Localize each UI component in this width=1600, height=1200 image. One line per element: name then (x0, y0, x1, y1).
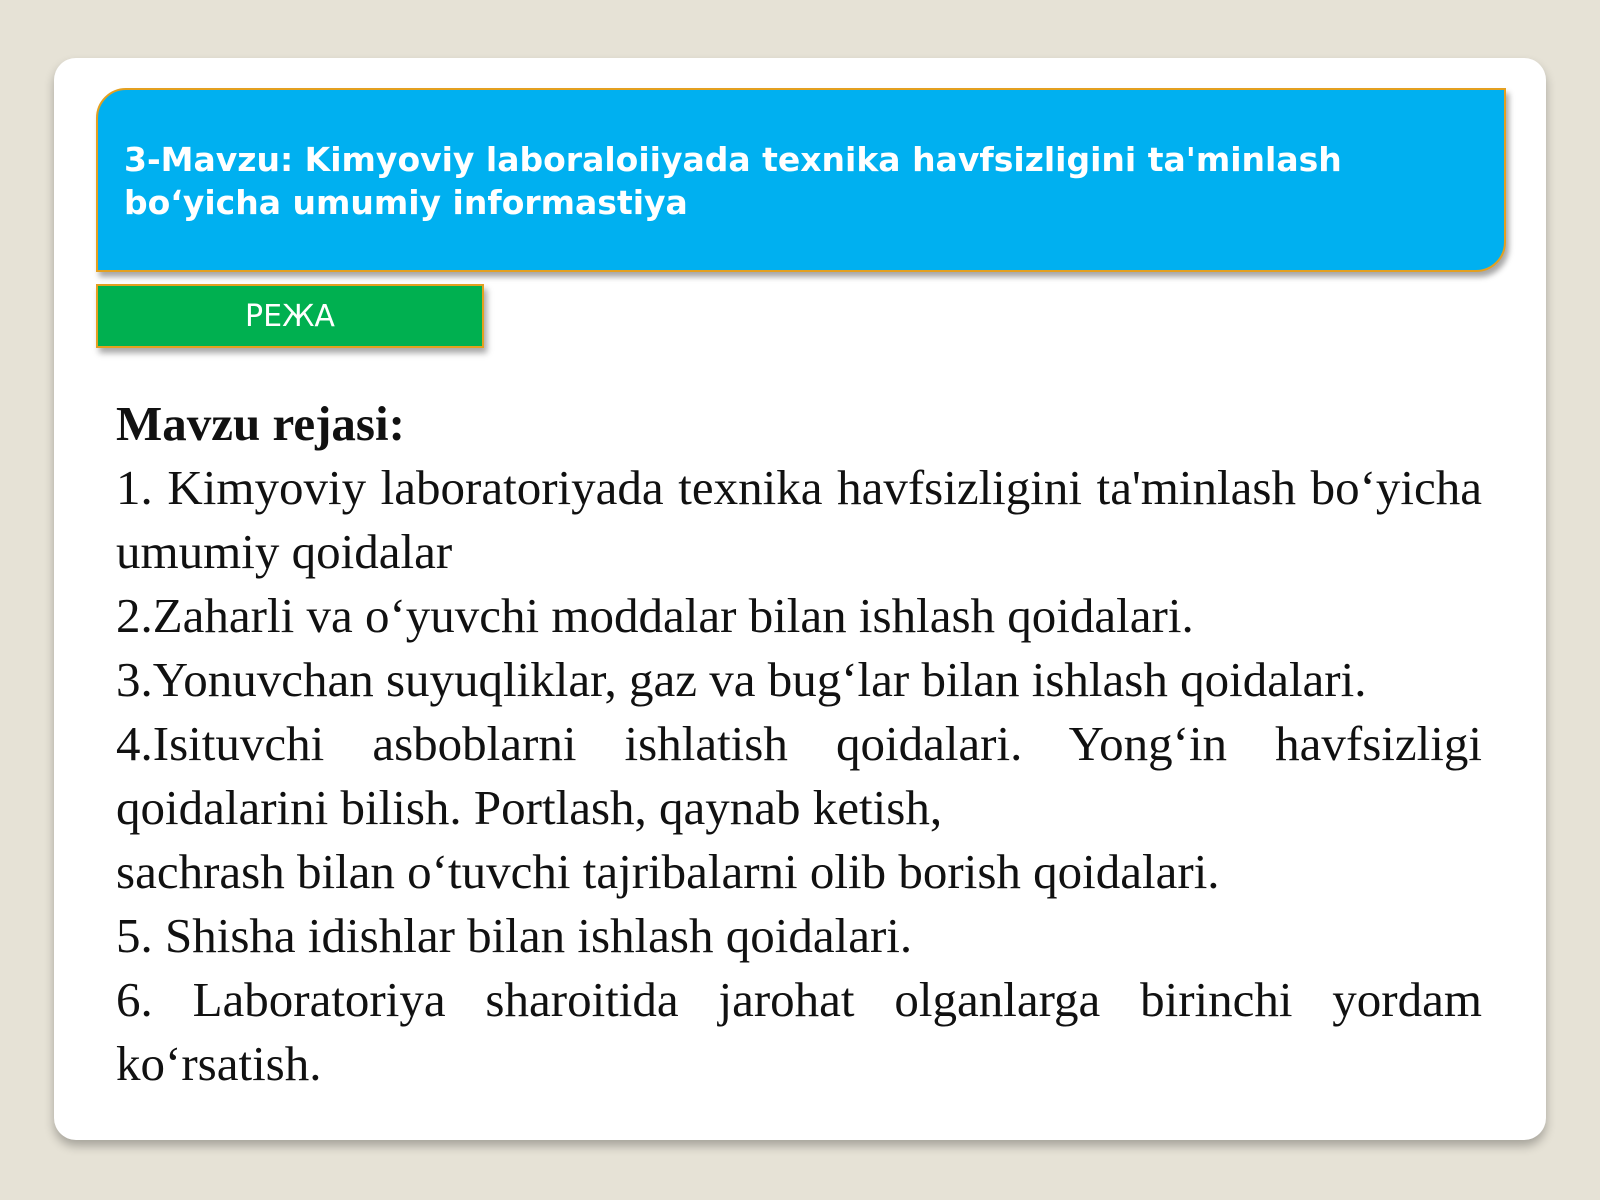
plan-item-4-continued: sachrash bilan o‘tuvchi tajribalarni olib borish qoidalari. (116, 844, 1220, 899)
plan-item-3: 3.Yonuvchan suyuqliklar, gaz va bug‘lar bilan ishlash qoidalari. (116, 652, 1367, 707)
plan-item-4: 4.Isituvchi asboblarni ishlatish qoidalari. Yong‘in havfsizligi qoidalarini bilish. Portlash, qaynab ketish, (116, 716, 1482, 835)
plan-heading: Mavzu rejasi: (116, 396, 405, 451)
plan-item-1: 1. Kimyoviy laboratoriyada texnika havfsizligini ta'minlash bo‘yicha umumiy qoidalar (116, 460, 1482, 579)
content-area (116, 392, 1482, 1096)
slide-title: 3-Mavzu: Kimyoviy laboraloiiyada texnika havfsizligini ta'minlash bo‘yicha umumiy informastiya (124, 140, 1342, 222)
plan-item-6: 6. Laboratoriya sharoitida jarohat olganlarga birinchi yordam ko‘rsatish. (116, 972, 1482, 1091)
plan-label: РЕЖА (96, 284, 484, 348)
plan-item-2: 2.Zaharli va o‘yuvchi moddalar bilan ishlash qoidalari. (116, 588, 1194, 643)
title-banner (96, 88, 1506, 272)
plan-item-5: 5. Shisha idishlar bilan ishlash qoidalari. (116, 908, 913, 963)
